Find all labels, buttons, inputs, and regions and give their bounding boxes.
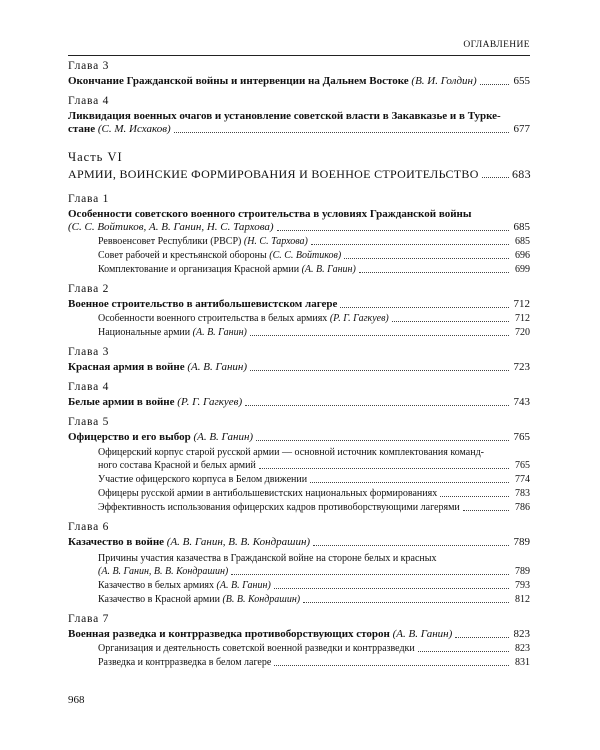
page-number: 774 <box>515 474 530 485</box>
toc-entry[interactable] <box>68 298 530 311</box>
page-number: 685 <box>513 221 530 233</box>
page-number: 743 <box>513 396 530 408</box>
chapter-label: Глава 1 <box>68 193 110 205</box>
page-number: 786 <box>515 502 530 513</box>
dot-leader <box>310 482 509 483</box>
toc-subentry[interactable]: Особенности военного строительства в белых армиях (Р. Г. Гагкуев) 712 <box>98 313 530 324</box>
dot-leader <box>274 588 509 589</box>
dot-leader <box>359 272 509 273</box>
dot-leader <box>455 637 509 638</box>
page-number: 696 <box>515 250 530 261</box>
toc-subentry[interactable]: Национальные армии (А. В. Ганин) 720 <box>98 327 530 338</box>
page-number: 793 <box>515 580 530 591</box>
toc-subentry[interactable]: Эффективность использования офицерских кадров противоборствующими лагерями 786 <box>98 502 530 513</box>
chapter-label: Глава 3 <box>68 346 110 358</box>
part-title-entry[interactable] <box>68 168 530 181</box>
page-number: 712 <box>513 298 530 310</box>
dot-leader <box>340 307 509 308</box>
toc-subentry[interactable]: Казачество в Красной армии (В. В. Кондрашин) 812 <box>98 594 530 605</box>
page-number: 783 <box>515 488 530 499</box>
page-number: 812 <box>515 594 530 605</box>
dot-leader <box>303 602 509 603</box>
dot-leader <box>344 258 509 259</box>
toc-subentry[interactable]: (А. В. Ганин, В. В. Кондрашин) 789 <box>98 566 530 577</box>
toc-subentry[interactable]: Комплектование и организация Красной армии (А. В. Ганин) 699 <box>98 264 530 275</box>
entry-title: стане <box>68 123 96 135</box>
toc-subentry[interactable]: ного состава Красной и белых армий 765 <box>98 460 530 471</box>
page-number: 789 <box>515 566 530 577</box>
dot-leader <box>392 321 509 322</box>
chapter-label: Глава 3 <box>68 60 110 72</box>
running-header <box>68 40 530 56</box>
dot-leader <box>440 496 509 497</box>
dot-leader <box>231 574 509 575</box>
chapter-label: Глава 7 <box>68 613 110 625</box>
page-footer-number: 968 <box>68 694 85 706</box>
entry-author: (С. М. Исхаков) <box>97 123 171 135</box>
dot-leader <box>463 510 509 511</box>
chapter-label: Глава 6 <box>68 521 110 533</box>
page-number: 765 <box>513 431 530 443</box>
toc-entry[interactable] <box>68 75 530 88</box>
dot-leader <box>480 84 509 85</box>
dot-leader <box>174 132 509 133</box>
toc-subentry-line: Причины участия казачества в Гражданской войне на стороне белых и красных <box>98 553 437 564</box>
page-number: 720 <box>515 327 530 338</box>
toc-entry[interactable]: Белые армии в войне (Р. Г. Гагкуев) 743 <box>68 396 530 408</box>
page-number: 683 <box>512 167 531 181</box>
part-title: АРМИИ, ВОИНСКИЕ ФОРМИРОВАНИЯ И ВОЕННОЕ СТРОИТЕЛЬСТВО <box>68 167 479 181</box>
toc-entry[interactable] <box>68 221 530 234</box>
entry-author: (В. И. Голдин) <box>411 75 477 87</box>
toc-subentry[interactable]: Офицеры русской армии в антибольшевистских национальных формированиях 783 <box>98 488 530 499</box>
entry-title: Окончание Гражданской войны и интервенции на Дальнем Востоке <box>68 75 409 87</box>
page-number: 699 <box>515 264 530 275</box>
chapter-label: Глава 4 <box>68 95 110 107</box>
dot-leader <box>250 370 509 371</box>
dot-leader <box>311 244 509 245</box>
chapter-label: Глава 2 <box>68 283 110 295</box>
toc-entry[interactable]: Казачество в войне (А. В. Ганин, В. В. Кондрашин) 789 <box>68 536 530 548</box>
page-number: 712 <box>515 313 530 324</box>
toc-entry[interactable] <box>68 123 530 136</box>
toc-subentry[interactable]: Участие офицерского корпуса в Белом движении 774 <box>98 474 530 485</box>
toc-subentry[interactable]: Казачество в белых армиях (А. В. Ганин) 793 <box>98 580 530 591</box>
table-of-contents <box>68 60 530 669</box>
dot-leader <box>313 545 509 546</box>
chapter-label: Глава 4 <box>68 381 110 393</box>
page-number: 765 <box>515 460 530 471</box>
toc-subentry[interactable]: Организация и деятельность советской военной разведки и контрразведки 823 <box>98 643 530 654</box>
toc-entry[interactable]: Красная армия в войне (А. В. Ганин) 723 <box>68 361 530 373</box>
page-number: 723 <box>513 361 530 373</box>
page-number: 823 <box>515 643 530 654</box>
page-number: 677 <box>513 123 530 135</box>
dot-leader <box>418 651 509 652</box>
page-number: 831 <box>515 657 530 668</box>
toc-subentry[interactable]: Совет рабочей и крестьянской обороны (С. С. Войтиков) 696 <box>98 250 530 261</box>
page-number: 655 <box>513 75 530 87</box>
toc-subentry[interactable]: Разведка и контрразведка в белом лагере 831 <box>98 657 530 668</box>
dot-leader <box>250 335 509 336</box>
entry-author: (С. С. Войтиков, А. В. Ганин, Н. С. Тархова) <box>68 221 274 233</box>
page-number: 823 <box>513 628 530 640</box>
dot-leader <box>245 405 509 406</box>
dot-leader <box>256 440 509 441</box>
dot-leader <box>277 230 509 231</box>
chapter-label: Глава 5 <box>68 416 110 428</box>
toc-subentry-line: Офицерский корпус старой русской армии — основной источник комплектования команд- <box>98 447 484 458</box>
toc-entry[interactable]: Военная разведка и контрразведка противоборствующих сторон (А. В. Ганин) 823 <box>68 628 530 640</box>
dot-leader <box>482 177 509 178</box>
page-number: 685 <box>515 236 530 247</box>
part-label: Часть VI <box>68 150 123 164</box>
page-number: 789 <box>513 536 530 548</box>
toc-entry-title-line: Особенности советского военного строительства в условиях Гражданской войны <box>68 208 472 220</box>
toc-entry[interactable]: Офицерство и его выбор (А. В. Ганин) 765 <box>68 431 530 443</box>
dot-leader <box>259 468 509 469</box>
dot-leader <box>274 665 509 666</box>
toc-entry-title-line: Ликвидация военных очагов и установление советской власти в Закавказье и в Турке- <box>68 110 501 122</box>
toc-subentry[interactable]: Реввоенсовет Республики (РВСР) (Н. С. Тархова) 685 <box>98 236 530 247</box>
entry-title: Военное строительство в антибольшевистском лагере <box>68 298 338 310</box>
header-title: ОГЛАВЛЕНИЕ <box>463 40 530 50</box>
